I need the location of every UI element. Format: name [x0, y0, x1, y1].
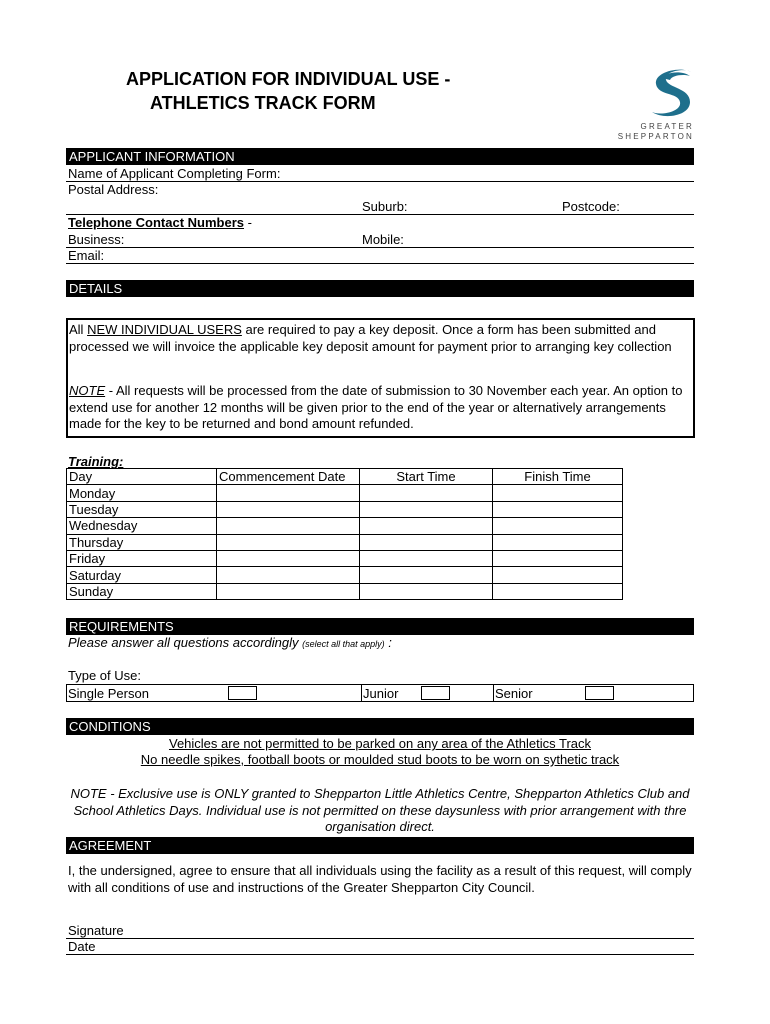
- option-senior: Senior: [495, 686, 533, 701]
- table-cell[interactable]: [360, 583, 493, 599]
- table-cell[interactable]: [360, 567, 493, 583]
- table-cell[interactable]: [493, 583, 623, 599]
- greater-shepparton-logo: [594, 66, 694, 144]
- col-day: Day: [67, 469, 217, 485]
- table-cell[interactable]: [360, 501, 493, 517]
- table-cell[interactable]: [217, 501, 360, 517]
- training-header-row: [67, 469, 623, 485]
- table-row: [67, 534, 623, 550]
- col-start: Start Time: [360, 469, 493, 485]
- divider: [361, 685, 362, 701]
- type-of-use-row: [66, 684, 694, 702]
- day-thursday: Thursday: [67, 534, 217, 550]
- table-cell[interactable]: [217, 550, 360, 566]
- senior-checkbox[interactable]: [585, 686, 614, 700]
- logo-swoosh-icon: [594, 66, 694, 120]
- table-cell[interactable]: [493, 567, 623, 583]
- p1-rest: are required to pay a key deposit. Once a form has been submitted and processed we will invoice the applicable key deposit amount for payment prior to arranging key collection: [69, 322, 672, 354]
- instruction-text: Please answer all questions accordingly: [68, 635, 299, 650]
- date-line[interactable]: [66, 954, 694, 955]
- email-line[interactable]: [66, 263, 694, 264]
- applicant-name-label: Name of Applicant Completing Form:: [68, 166, 281, 181]
- table-row: [67, 583, 623, 599]
- exclusive-use-note: NOTE - Exclusive use is ONLY granted to Shepparton Little Athletics Centre, Shepparton Athletics Club and School Athletics Days. Individual use is not permitted on these daysunless with prior arrangement with thre organisation direct.: [70, 786, 690, 834]
- training-table: [66, 468, 623, 600]
- telephone-heading-dash: -: [244, 215, 252, 230]
- note-label: NOTE: [69, 383, 106, 398]
- postcode-label: Postcode:: [562, 199, 620, 214]
- postal-address-label: Postal Address:: [68, 182, 159, 197]
- details-box: [66, 318, 695, 438]
- applicant-section-header: APPLICANT INFORMATION: [66, 148, 694, 165]
- telephone-heading-text: Telephone Contact Numbers: [68, 215, 245, 230]
- details-section-header: DETAILS: [66, 280, 694, 297]
- day-wednesday: Wednesday: [67, 518, 217, 534]
- new-users-text: NEW INDIVIDUAL USERS: [87, 322, 242, 337]
- key-deposit-paragraph: [69, 322, 691, 355]
- table-cell[interactable]: [493, 534, 623, 550]
- table-cell[interactable]: [360, 485, 493, 501]
- col-commencement: Commencement Date: [217, 469, 360, 485]
- table-cell[interactable]: [493, 501, 623, 517]
- table-cell[interactable]: [217, 485, 360, 501]
- instruction-end: :: [384, 635, 392, 650]
- table-cell[interactable]: [217, 567, 360, 583]
- table-cell[interactable]: [493, 485, 623, 501]
- requirements-instruction: [68, 635, 392, 652]
- divider: [493, 685, 494, 701]
- phone-line[interactable]: [66, 247, 694, 248]
- table-row: [67, 485, 623, 501]
- table-row: [67, 501, 623, 517]
- table-cell[interactable]: [360, 534, 493, 550]
- table-cell[interactable]: [493, 550, 623, 566]
- business-phone-label: Business:: [68, 232, 125, 247]
- form-title-line1: APPLICATION FOR INDIVIDUAL USE -: [126, 69, 451, 89]
- table-cell[interactable]: [360, 550, 493, 566]
- p1-prefix: All: [69, 322, 88, 337]
- telephone-heading: [68, 215, 252, 230]
- conditions-section-header: CONDITIONS: [66, 718, 694, 735]
- table-row: [67, 567, 623, 583]
- training-heading: Training:: [68, 454, 124, 469]
- col-finish: Finish Time: [493, 469, 623, 485]
- agreement-text: I, the undersigned, agree to ensure that all individuals using the facility as a result of this request, will comply with all conditions of use and instructions of the Greater Shepparton City Council.: [68, 863, 692, 895]
- form-title-line2: ATHLETICS TRACK FORM: [150, 93, 376, 113]
- instruction-small: (select all that apply): [302, 639, 385, 649]
- table-cell[interactable]: [217, 583, 360, 599]
- single-person-checkbox[interactable]: [228, 686, 257, 700]
- table-row: [67, 518, 623, 534]
- condition-vehicles: Vehicles are not permitted to be parked on any area of the Athletics Track: [168, 736, 592, 751]
- condition-footwear: No needle spikes, football boots or moulded stud boots to be worn on sythetic track: [140, 752, 620, 767]
- day-tuesday: Tuesday: [67, 501, 217, 517]
- email-label: Email:: [68, 248, 105, 263]
- day-saturday: Saturday: [67, 567, 217, 583]
- applicant-name-line[interactable]: [66, 181, 694, 182]
- table-cell[interactable]: [217, 534, 360, 550]
- junior-checkbox[interactable]: [421, 686, 450, 700]
- type-of-use-label: Type of Use:: [68, 668, 141, 683]
- table-row: [67, 550, 623, 566]
- date-label: Date: [68, 939, 96, 954]
- signature-line[interactable]: [66, 938, 694, 939]
- signature-label: Signature: [68, 923, 124, 938]
- agreement-section-header: AGREEMENT: [66, 837, 694, 854]
- mobile-phone-label: Mobile:: [362, 232, 404, 247]
- table-cell[interactable]: [217, 518, 360, 534]
- day-sunday: Sunday: [67, 583, 217, 599]
- option-single-person: Single Person: [68, 686, 149, 701]
- note-paragraph: [69, 383, 691, 433]
- logo-text-greater: GREATER: [640, 122, 694, 131]
- day-monday: Monday: [67, 485, 217, 501]
- logo-text-shepparton: SHEPPARTON: [617, 132, 694, 141]
- table-cell[interactable]: [360, 518, 493, 534]
- option-junior: Junior: [363, 686, 399, 701]
- table-cell[interactable]: [493, 518, 623, 534]
- suburb-label: Suburb:: [362, 199, 408, 214]
- day-friday: Friday: [67, 550, 217, 566]
- note-rest: - All requests will be processed from the date of submission to 30 November each year. An option to extend use for another 12 months will be given prior to the end of the year or alternatively arrangements made for the key to be returned and bond amount refunded.: [69, 383, 683, 431]
- requirements-section-header: REQUIREMENTS: [66, 618, 694, 635]
